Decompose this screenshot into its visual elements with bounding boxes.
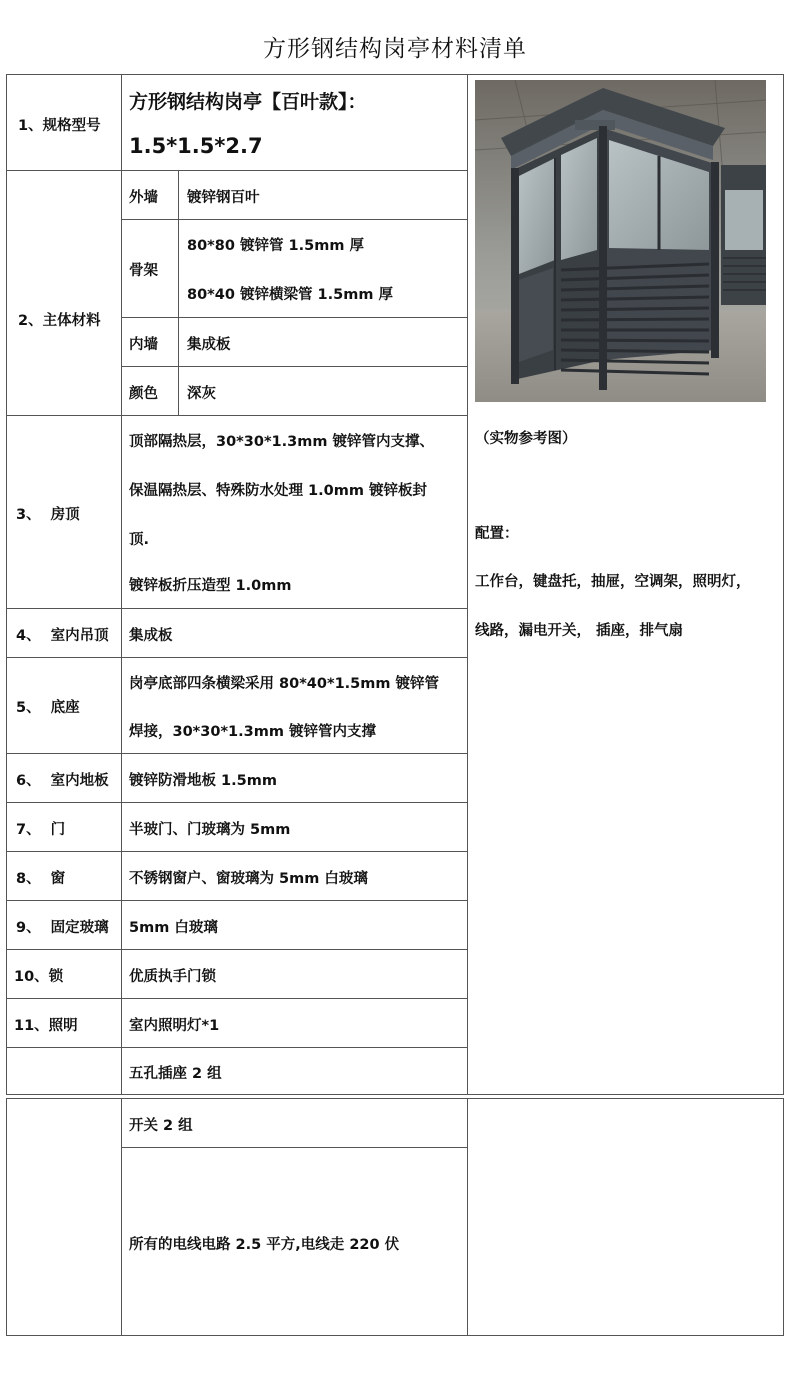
socket-value: 五孔插座 2 组: [129, 1066, 222, 1082]
glass-value: 5mm 白玻璃: [129, 920, 218, 936]
wiring-value: 所有的电线电路 2.5 平方,电线走 220 伏: [129, 1237, 400, 1253]
lighting-label: 11、照明: [14, 1018, 78, 1034]
table2-side-cell: [467, 1098, 784, 1336]
frame-line1: 80*80 镀锌管 1.5mm 厚: [187, 238, 364, 254]
row-material-label-cell: [6, 170, 122, 416]
roof-line2: 保温隔热层、特殊防水处理 1.0mm 镀锌板封: [129, 483, 427, 499]
lock-value: 优质执手门锁: [129, 969, 216, 985]
frame-line2: 80*40 镀锌横梁管 1.5mm 厚: [187, 287, 393, 303]
outer-wall-label: 外墙: [129, 190, 158, 206]
window-label: 8、 窗: [16, 871, 66, 887]
table2-label-cell: [6, 1098, 122, 1336]
config-label: 配置：: [475, 526, 519, 542]
inner-wall-value: 集成板: [187, 337, 231, 353]
lighting-value: 室内照明灯*1: [129, 1018, 220, 1034]
spec-name: 方形钢结构岗亭【百叶款】：: [129, 91, 367, 113]
ceiling-label: 4、 室内吊顶: [16, 628, 109, 644]
material-label: 2、主体材料: [18, 313, 101, 329]
base-line1: 岗亭底部四条横梁采用 80*40*1.5mm 镀锌管: [129, 676, 440, 692]
door-label: 7、 门: [16, 822, 66, 838]
roof-label: 3、 房顶: [16, 507, 80, 523]
glass-label: 9、 固定玻璃: [16, 920, 109, 936]
outer-wall-value: 镀锌钢百叶: [187, 190, 260, 206]
photo-caption: （实物参考图）: [475, 431, 577, 447]
floor-value: 镀锌防滑地板 1.5mm: [129, 773, 277, 789]
floor-label: 6、 室内地板: [16, 773, 109, 789]
ceiling-value: 集成板: [129, 628, 173, 644]
door-value: 半玻门、门玻璃为 5mm: [129, 822, 291, 838]
roof-line4: 镀锌板折压造型 1.0mm: [129, 578, 292, 594]
lock-label: 10、锁: [14, 969, 64, 985]
config-line2: 线路，漏电开关， 插座，排气扇: [475, 623, 684, 639]
color-value: 深灰: [187, 386, 216, 402]
window-value: 不锈钢窗户、窗玻璃为 5mm 白玻璃: [129, 871, 368, 887]
base-label: 5、 底座: [16, 700, 80, 716]
spec-label: 1、规格型号: [18, 118, 101, 134]
page-title: 方形钢结构岗亭材料清单: [263, 36, 527, 62]
booth-illustration: [475, 80, 766, 402]
booth-photo: [475, 80, 766, 402]
color-value-cell: [178, 366, 468, 416]
spec-size: 1.5*1.5*2.7: [129, 134, 263, 158]
row-socket-label-cell: [6, 1047, 122, 1095]
frame-label: 骨架: [129, 263, 158, 279]
switch-value: 开关 2 组: [129, 1118, 193, 1134]
roof-line1: 顶部隔热层，30*30*1.3mm 镀锌管内支撑、: [129, 434, 434, 450]
roof-line3: 顶.: [129, 532, 150, 548]
color-label: 颜色: [129, 386, 158, 402]
base-line2: 焊接，30*30*1.3mm 镀锌管内支撑: [129, 724, 376, 740]
config-line1: 工作台，键盘托，抽屉，空调架，照明灯，: [475, 574, 751, 590]
inner-wall-label: 内墙: [129, 337, 158, 353]
ceiling-value-cell: [121, 608, 468, 658]
